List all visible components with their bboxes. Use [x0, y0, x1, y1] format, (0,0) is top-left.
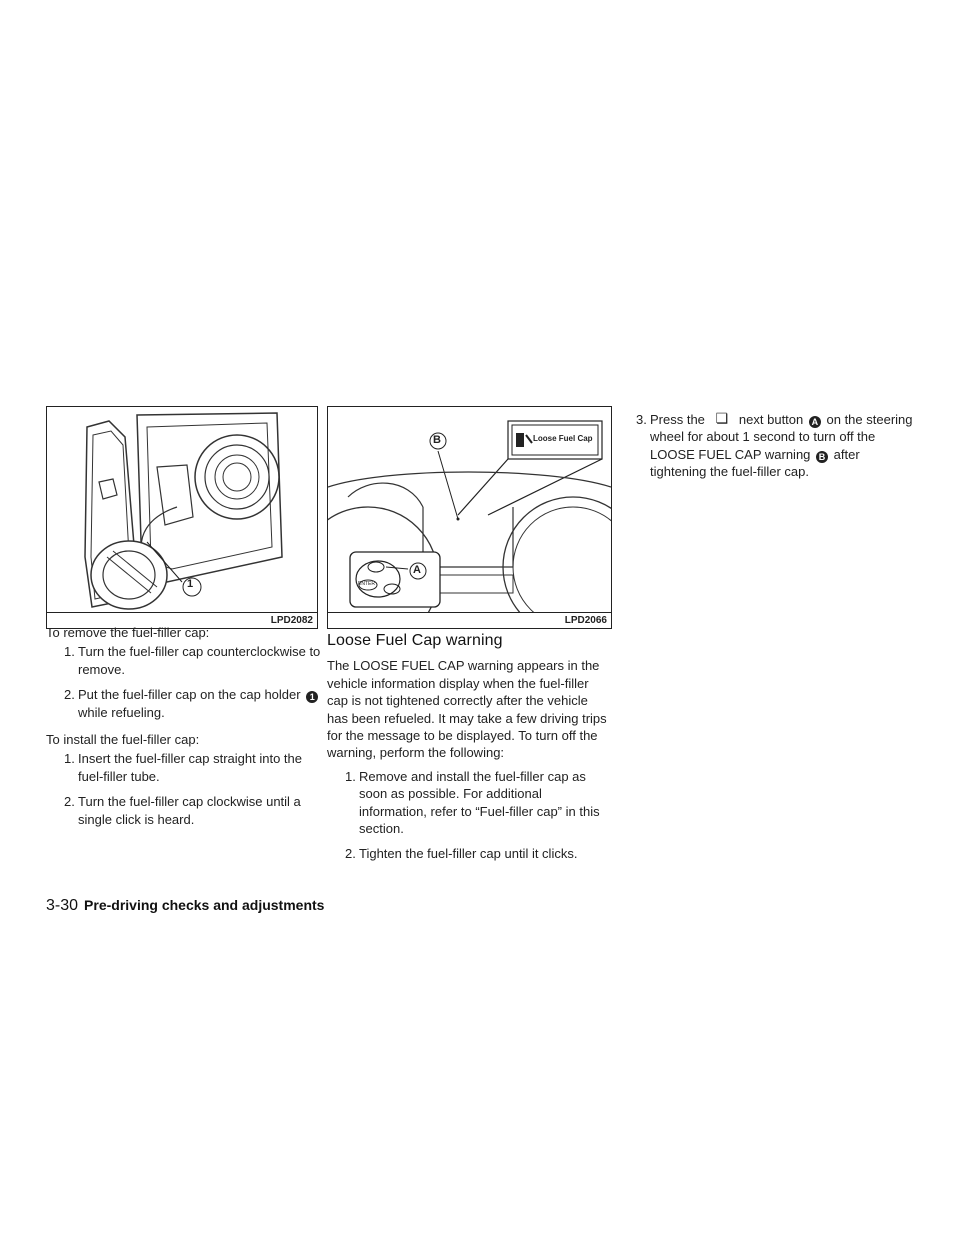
callout-1-label: 1: [187, 578, 194, 590]
callout-1-symbol: 1: [306, 691, 318, 703]
section-heading: Loose Fuel Cap warning: [327, 632, 503, 649]
fuel-filler-cap-illustration: [47, 407, 317, 612]
page-footer: [46, 897, 324, 915]
list-item: 1. Remove and install the fuel-filler cap as soon as possible. For additional information, refer to “Fuel-filler cap” in this section.: [345, 768, 600, 837]
warning-body: The LOOSE FUEL CAP warning appears in the vehicle information display when the fuel-filler cap is not tightened correctly after the vehicle has been refueled. It may take a few driving trips for the message to be displayed. To turn off the warning, perform the following:: [327, 658, 607, 761]
remove-steps: [46, 643, 321, 721]
callout-b-symbol: B: [816, 451, 828, 463]
list-item: 1. Turn the fuel-filler cap counterclockwise to remove.: [64, 644, 321, 677]
install-steps: [46, 750, 321, 828]
figure-code: LPD2082: [270, 615, 313, 626]
install-intro: To install the fuel-filler cap:: [46, 732, 200, 748]
warning-steps: [327, 768, 612, 863]
list-item: 1. Insert the fuel-filler cap straight into the fuel-filler tube.: [64, 751, 303, 784]
fuel-filler-cap-instructions: [46, 624, 321, 836]
list-item: 2. Turn the fuel-filler cap clockwise until a single click is heard.: [64, 794, 301, 827]
section-title: Pre-driving checks and adjustments: [84, 897, 325, 913]
loose-fuel-cap-figure: [327, 406, 612, 629]
list-item: 2. Put the fuel-filler cap on the cap holder 1 while refueling.: [46, 686, 321, 721]
figure-code: LPD2066: [564, 615, 607, 626]
loose-fuel-cap-section: [327, 624, 612, 871]
fuel-filler-cap-figure: [46, 406, 318, 629]
remove-intro: To remove the fuel-filler cap:: [46, 625, 210, 640]
warning-step-3: [618, 410, 918, 489]
callout-a-label: A: [413, 564, 421, 576]
display-warning-text: Loose Fuel Cap: [533, 434, 593, 443]
callout-a-symbol: A: [809, 416, 821, 428]
page-number: 3-30: [46, 897, 79, 914]
enter-button-label: ENTER: [358, 581, 375, 587]
list-item: 2. Tighten the fuel-filler cap until it clicks.: [345, 846, 578, 862]
list-item: 3. Press the ❏ next button A on the steering wheel for about 1 second to turn off the LOOSE FUEL CAP warning B after tightening the fuel-filler cap.: [636, 410, 913, 480]
next-button-icon: ❏: [715, 410, 729, 426]
callout-b-label: B: [433, 434, 441, 446]
